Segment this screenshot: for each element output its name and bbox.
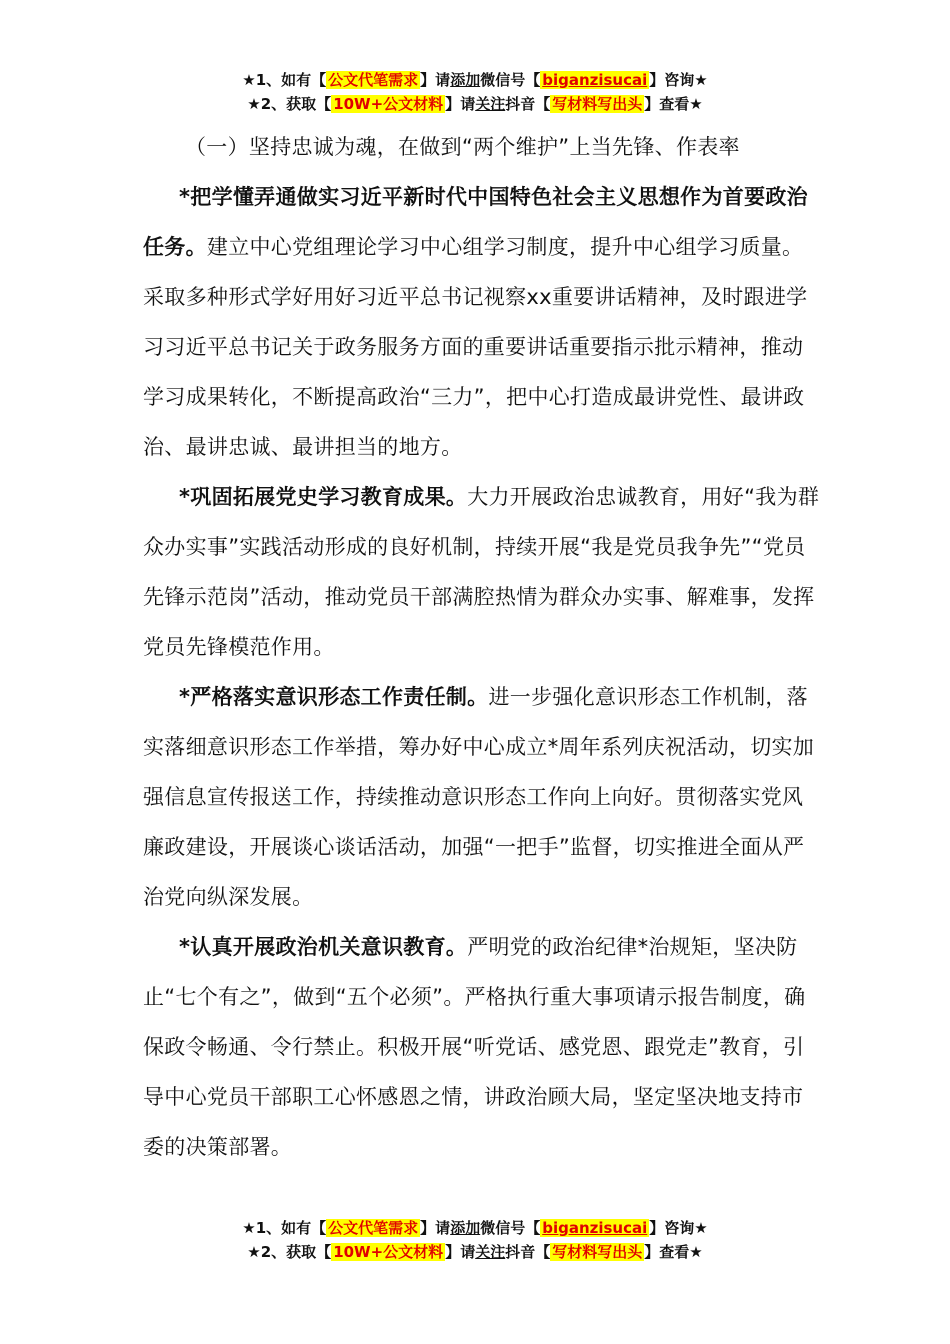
banner-emphasis: 关注 bbox=[475, 1243, 506, 1261]
banner-line-1 bbox=[0, 1216, 950, 1240]
paragraph-lead: *认真开展政治机关意识教育。 bbox=[179, 935, 468, 959]
banner-text: ★1、如有【 bbox=[242, 71, 327, 89]
paragraph bbox=[143, 472, 823, 672]
banner-emphasis: 添加 bbox=[450, 1219, 481, 1237]
promo-banner-top bbox=[0, 68, 950, 116]
banner-text: 抖音【 bbox=[505, 1243, 551, 1261]
paragraph-body: 建立中心党组理论学习中心组学习制度，提升中心组学习质量。采取多种形式学好用好习近平总书记视察xx重要讲话精神，及时跟进学习习近平总书记关于政务服务方面的重要讲话重要指示批示精神，推动学习成果转化，不断提高政治“三力”，把中心打造成最讲党性、最讲政治、最讲忠诚、最讲担当的地方。 bbox=[143, 235, 808, 459]
banner-text: 】咨询★ bbox=[649, 71, 708, 89]
paragraph bbox=[143, 922, 823, 1172]
douyin-account-highlight: 写材料写出头 bbox=[552, 95, 643, 113]
promo-banner-bottom bbox=[0, 1216, 950, 1264]
paragraph-lead: *巩固拓展党史学习教育成果。 bbox=[179, 485, 468, 509]
banner-emphasis: 关注 bbox=[475, 95, 506, 113]
banner-text: 】查看★ bbox=[644, 1243, 703, 1261]
paragraph-body: 进一步强化意识形态工作机制，落实落细意识形态工作举措，筹办好中心成立*周年系列庆祝活动，切实加强信息宣传报送工作，持续推动意识形态工作向上向好。贯彻落实党风廉政建设，开展谈心谈话活动，加强“一把手”监督，切实推进全面从严治党向纵深发展。 bbox=[143, 685, 815, 909]
banner-line-2 bbox=[0, 1240, 950, 1264]
service-highlight: 公文代笔需求 bbox=[328, 71, 419, 89]
banner-text: 】请 bbox=[445, 95, 476, 113]
service-highlight: 公文代笔需求 bbox=[328, 1219, 419, 1237]
banner-text: 】请 bbox=[420, 71, 451, 89]
banner-text: 微信号【 bbox=[480, 71, 541, 89]
paragraph-lead: *严格落实意识形态工作责任制。 bbox=[179, 685, 489, 709]
paragraph bbox=[143, 172, 823, 472]
banner-text: 微信号【 bbox=[480, 1219, 541, 1237]
paragraph-body: 严明党的政治纪律*治规矩，坚决防止“七个有之”，做到“五个必须”。严格执行重大事项请示报告制度，确保政令畅通、令行禁止。积极开展“听党话、感党恩、跟党走”教育，引导中心党员干部职工心怀感恩之情，讲政治顾大局，坚定坚决地支持市委的决策部署。 bbox=[143, 935, 806, 1159]
banner-text: 抖音【 bbox=[505, 95, 551, 113]
material-highlight: 10W+公文材料 bbox=[333, 95, 444, 113]
banner-emphasis: 添加 bbox=[450, 71, 481, 89]
banner-line-1 bbox=[0, 68, 950, 92]
paragraph bbox=[143, 672, 823, 922]
paragraph-lead: *把学懂弄通做实习近平新时代中国特色社会主义思想作为首要政治任务。 bbox=[143, 185, 808, 259]
banner-text: ★1、如有【 bbox=[242, 1219, 327, 1237]
banner-text: ★2、获取【 bbox=[247, 1243, 332, 1261]
material-highlight: 10W+公文材料 bbox=[333, 1243, 444, 1261]
paragraph-body: 大力开展政治忠诚教育，用好“我为群众办实事”实践活动形成的良好机制，持续开展“我是党员我争先”“党员先锋示范岗”活动，推动党员干部满腔热情为群众办实事、解难事，发挥党员先锋模范作用。 bbox=[143, 485, 820, 659]
banner-text: 】请 bbox=[420, 1219, 451, 1237]
wechat-id-link[interactable]: biganzisucai bbox=[542, 71, 648, 89]
banner-text: 】查看★ bbox=[644, 95, 703, 113]
document-body bbox=[143, 122, 823, 1172]
douyin-account-highlight: 写材料写出头 bbox=[552, 1243, 643, 1261]
section-heading: （一）坚持忠诚为魂，在做到“两个维护”上当先锋、作表率 bbox=[185, 135, 740, 159]
wechat-id-link[interactable]: biganzisucai bbox=[542, 1219, 648, 1237]
banner-line-2 bbox=[0, 92, 950, 116]
banner-text: ★2、获取【 bbox=[247, 95, 332, 113]
banner-text: 】请 bbox=[445, 1243, 476, 1261]
banner-text: 】咨询★ bbox=[649, 1219, 708, 1237]
